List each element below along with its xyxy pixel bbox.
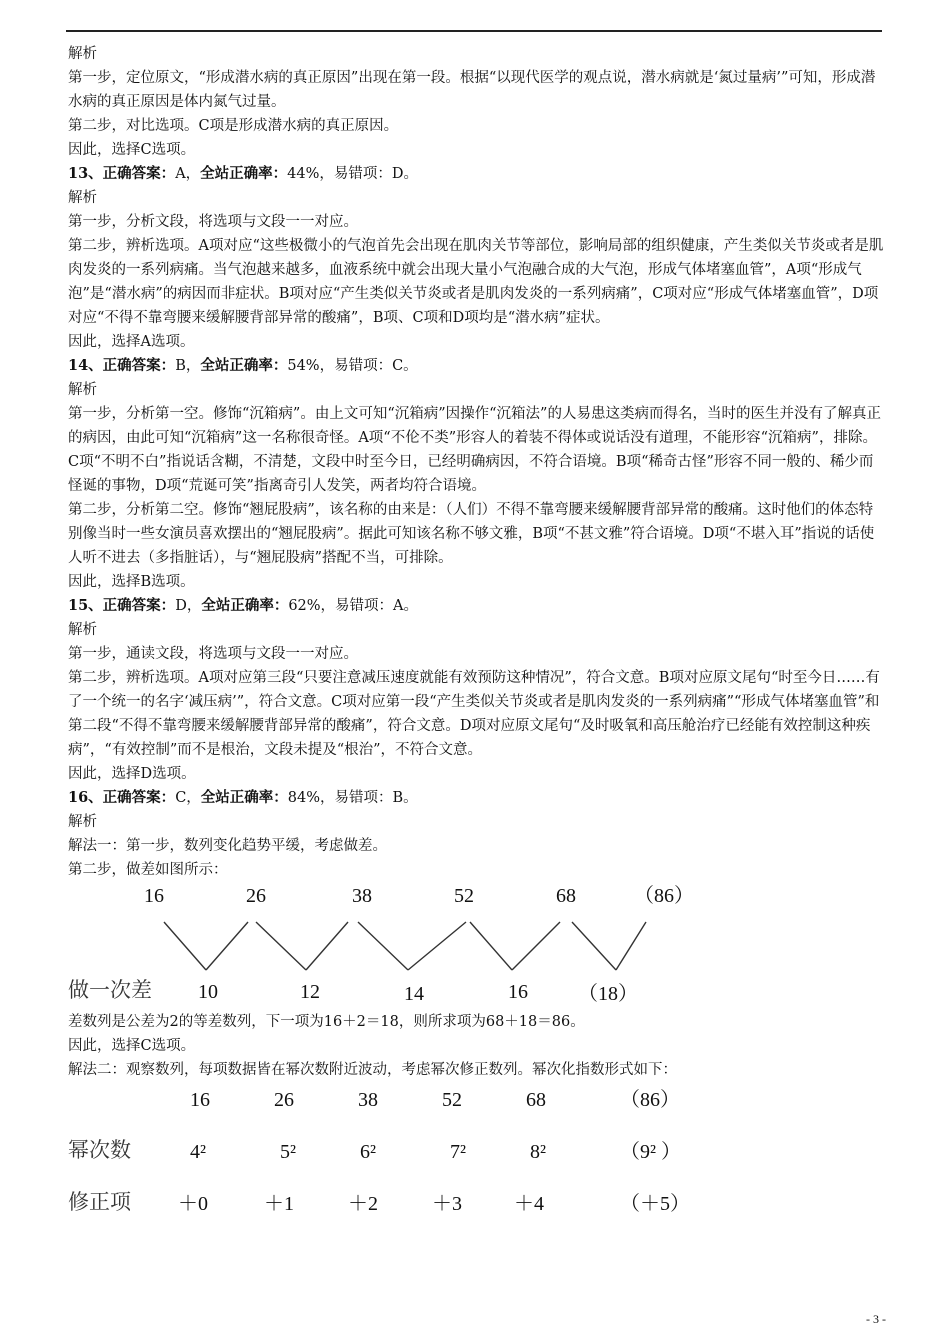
- difference-term: 16: [508, 981, 528, 1003]
- analysis-label: 解析: [68, 814, 97, 830]
- sequence-term: 16: [190, 1089, 210, 1111]
- question-15-answer: 15、正确答案：D，全站正确率：62%，易错项：A。: [68, 597, 419, 614]
- paragraph: 解法二：观察数列，每项数据皆在幂次数附近波动，考虑幂次修正数列。幂次化指数形式如下：: [68, 1062, 677, 1078]
- correction-row-label: 修正项: [68, 1190, 131, 1214]
- sequence-term: 52: [454, 885, 474, 907]
- analysis-label: 解析: [68, 622, 97, 638]
- sequence-term: 68: [556, 885, 576, 907]
- correction-term: ＋3: [432, 1193, 462, 1215]
- correction-term: ＋2: [348, 1193, 378, 1215]
- question-13-answer: 13、正确答案：A，全站正确率：44%，易错项：D。: [68, 165, 419, 182]
- diff-row-label: 做一次差: [68, 978, 152, 1002]
- correction-term: ＋1: [264, 1193, 294, 1215]
- difference-term-answer: （18）: [578, 983, 638, 1005]
- power-diagram: [68, 1082, 884, 1262]
- header-rule: [66, 30, 882, 32]
- paragraph: 第二步，辨析选项。A项对应第三段“只要注意减压速度就能有效预防这种情况”，符合文意。B项对应原文尾句“时至今日……有了一个统一的名字‘减压病’”，符合文意。C项对应第一段“产生类似关节炎或者是肌肉发炎的一系列病痛”“形成气体堵塞血管”和第二段“不得不靠弯腰来缓解腰背部异常的酸痛”，符合文意。D项对应原文尾句“及时吸氧和高压舱治疗已经能有效控制这种疾病”，“有效控制”而不是根治，文段未提及“根治”，不符合文意。: [68, 670, 880, 758]
- paragraph: 第二步，对比选项。C项是形成潜水病的真正原因。: [68, 118, 399, 134]
- correction-term: ＋4: [514, 1193, 544, 1215]
- sequence-term: 68: [526, 1089, 546, 1111]
- paragraph: 解法一：第一步，数列变化趋势平缓，考虑做差。: [68, 838, 387, 854]
- sequence-term: 38: [358, 1089, 378, 1111]
- difference-term: 12: [300, 981, 320, 1003]
- question-14-answer: 14、正确答案：B，全站正确率：54%，易错项：C。: [68, 357, 418, 374]
- sequence-term-answer: （86）: [620, 1089, 680, 1111]
- paragraph: 因此，选择B选项。: [68, 574, 195, 590]
- paragraph: 因此，选择C选项。: [68, 142, 196, 158]
- paragraph: 因此，选择D选项。: [68, 766, 196, 782]
- sequence-term: 26: [274, 1089, 294, 1111]
- power-row-label: 幂次数: [68, 1138, 131, 1162]
- analysis-label: 解析: [68, 190, 97, 206]
- sequence-term: 38: [352, 885, 372, 907]
- correction-term: ＋0: [178, 1193, 208, 1215]
- difference-lines: [68, 884, 884, 1010]
- paragraph: 差数列是公差为2的等差数列，下一项为16＋2＝18，则所求项为68＋18＝86。: [68, 1014, 585, 1030]
- sequence-term-answer: （86）: [634, 885, 694, 907]
- paragraph: 因此，选择A选项。: [68, 334, 195, 350]
- sequence-term: 16: [144, 885, 164, 907]
- power-term: 6²: [360, 1141, 376, 1163]
- power-term: 7²: [450, 1141, 466, 1163]
- paragraph: 第一步，定位原文，“形成潜水病的真正原因”出现在第一段。根据“以现代医学的观点说，潜水病就是‘氮过量病’”可知，形成潜水病的真正原因是体内氮气过量。: [68, 70, 876, 110]
- difference-term: 10: [198, 981, 218, 1003]
- document-body: [68, 42, 884, 1262]
- correction-term-answer: （＋5）: [620, 1193, 690, 1215]
- paragraph: 第一步，分析第一空。修饰“沉箱病”。由上文可知“沉箱病”因操作“沉箱法”的人易患这类病而得名，当时的医生并没有了解真正的病因，由此可知“沉箱病”这一名称很奇怪。A项“不伦不类”形容人的着装不得体或说话没有道理，不能形容“沉箱病”，排除。C项“不明不白”指说话含糊，不清楚，文段中时至今日，已经明确病因，不符合语境。B项“稀奇古怪”形容不同一般的、稀少而怪诞的事物，D项“荒诞可笑”指离奇引人发笑，两者均符合语境。: [68, 406, 881, 494]
- difference-diagram: [68, 884, 884, 1010]
- difference-term: 14: [404, 983, 424, 1005]
- sequence-term: 52: [442, 1089, 462, 1111]
- analysis-label: 解析: [68, 46, 97, 62]
- page-number: - 3 -: [866, 1312, 886, 1326]
- question-16-answer: 16、正确答案：C，全站正确率：84%，易错项：B。: [68, 789, 418, 806]
- paragraph: 因此，选择C选项。: [68, 1038, 196, 1054]
- power-term-answer: （9² ）: [620, 1141, 681, 1163]
- paragraph: 第二步，做差如图所示：: [68, 862, 228, 878]
- power-term: 8²: [530, 1141, 546, 1163]
- power-term: 4²: [190, 1141, 206, 1163]
- analysis-label: 解析: [68, 382, 97, 398]
- paragraph: 第一步，分析文段，将选项与文段一一对应。: [68, 214, 358, 230]
- paragraph: 第二步，辨析选项。A项对应“这些极微小的气泡首先会出现在肌肉关节等部位，影响局部的组织健康，产生类似关节炎或者是肌肉发炎的一系列病痛。当气泡越来越多，血液系统中就会出现大量小气泡融合成的大气泡，形成气体堵塞血管”，A项“形成气泡”是“潜水病”的病因而非症状。B项对应“产生类似关节炎或者是肌肉发炎的一系列病痛”，C项对应“形成气体堵塞血管”，D项对应“不得不靠弯腰来缓解腰背部异常的酸痛”，B项、C项和D项均是“潜水病”症状。: [68, 238, 884, 326]
- power-term: 5²: [280, 1141, 296, 1163]
- sequence-term: 26: [246, 885, 266, 907]
- paragraph: 第二步，分析第二空。修饰“翘屁股病”，该名称的由来是：（人们）不得不靠弯腰来缓解腰背部异常的酸痛。这时他们的体态特别像当时一些女演员喜欢摆出的“翘屁股病”。据此可知该名称不够文雅，B项“不甚文雅”符合语境。D项“不堪入耳”指说的话使人听不进去（多指脏话），与“翘屁股病”搭配不当，可排除。: [68, 502, 875, 566]
- paragraph: 第一步，通读文段，将选项与文段一一对应。: [68, 646, 358, 662]
